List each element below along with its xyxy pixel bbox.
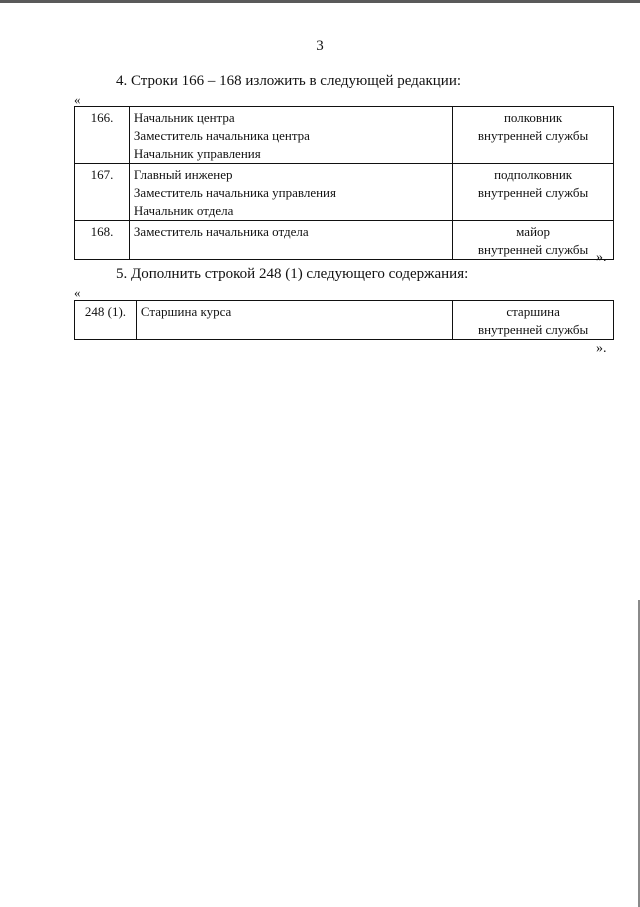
rank-service: внутренней службы	[477, 322, 589, 337]
section-4-table	[74, 106, 614, 260]
page-number: 3	[316, 38, 324, 54]
table-row	[75, 164, 614, 221]
table-row	[75, 221, 614, 260]
table-row	[75, 301, 614, 340]
rank-title: старшина	[506, 304, 560, 319]
position-title: Начальник управления	[133, 146, 261, 161]
section-5-table	[74, 300, 614, 340]
section-5-heading: 5. Дополнить строкой 248 (1) следующего содержания:	[116, 266, 469, 282]
position-cell	[129, 221, 452, 260]
position-title: Заместитель начальника управления	[133, 185, 336, 200]
rank-service: внутренней службы	[477, 242, 589, 257]
rank-service: внутренней службы	[477, 185, 589, 200]
section-5-open-quote: «	[74, 285, 81, 300]
section-4-close-quote: ».	[596, 250, 607, 265]
position-title: Начальник центра	[133, 110, 235, 125]
position-cell	[129, 107, 452, 164]
section-5-close-quote: ».	[596, 341, 607, 356]
rank-cell	[453, 221, 614, 260]
row-number: 168.	[75, 221, 130, 260]
rank-cell	[453, 107, 614, 164]
row-number: 166.	[75, 107, 130, 164]
position-title: Заместитель начальника отдела	[133, 224, 309, 239]
rank-cell	[453, 301, 614, 340]
section-4-heading: 4. Строки 166 – 168 изложить в следующей редакции:	[116, 73, 462, 89]
section-4-open-quote: «	[74, 92, 81, 107]
position-cell	[129, 164, 452, 221]
rank-title: подполковник	[494, 167, 573, 182]
position-title: Начальник отдела	[133, 203, 234, 218]
position-title: Главный инженер	[133, 167, 233, 182]
rank-service: внутренней службы	[477, 128, 589, 143]
position-cell	[136, 301, 452, 340]
row-number: 167.	[75, 164, 130, 221]
rank-title: майор	[516, 224, 551, 239]
table-row	[75, 107, 614, 164]
rank-title: полковник	[503, 110, 563, 125]
position-title: Заместитель начальника центра	[133, 128, 310, 143]
row-number: 248 (1).	[75, 301, 137, 340]
position-title: Старшина курса	[140, 304, 232, 319]
scan-edge-top	[0, 0, 640, 3]
rank-cell	[453, 164, 614, 221]
